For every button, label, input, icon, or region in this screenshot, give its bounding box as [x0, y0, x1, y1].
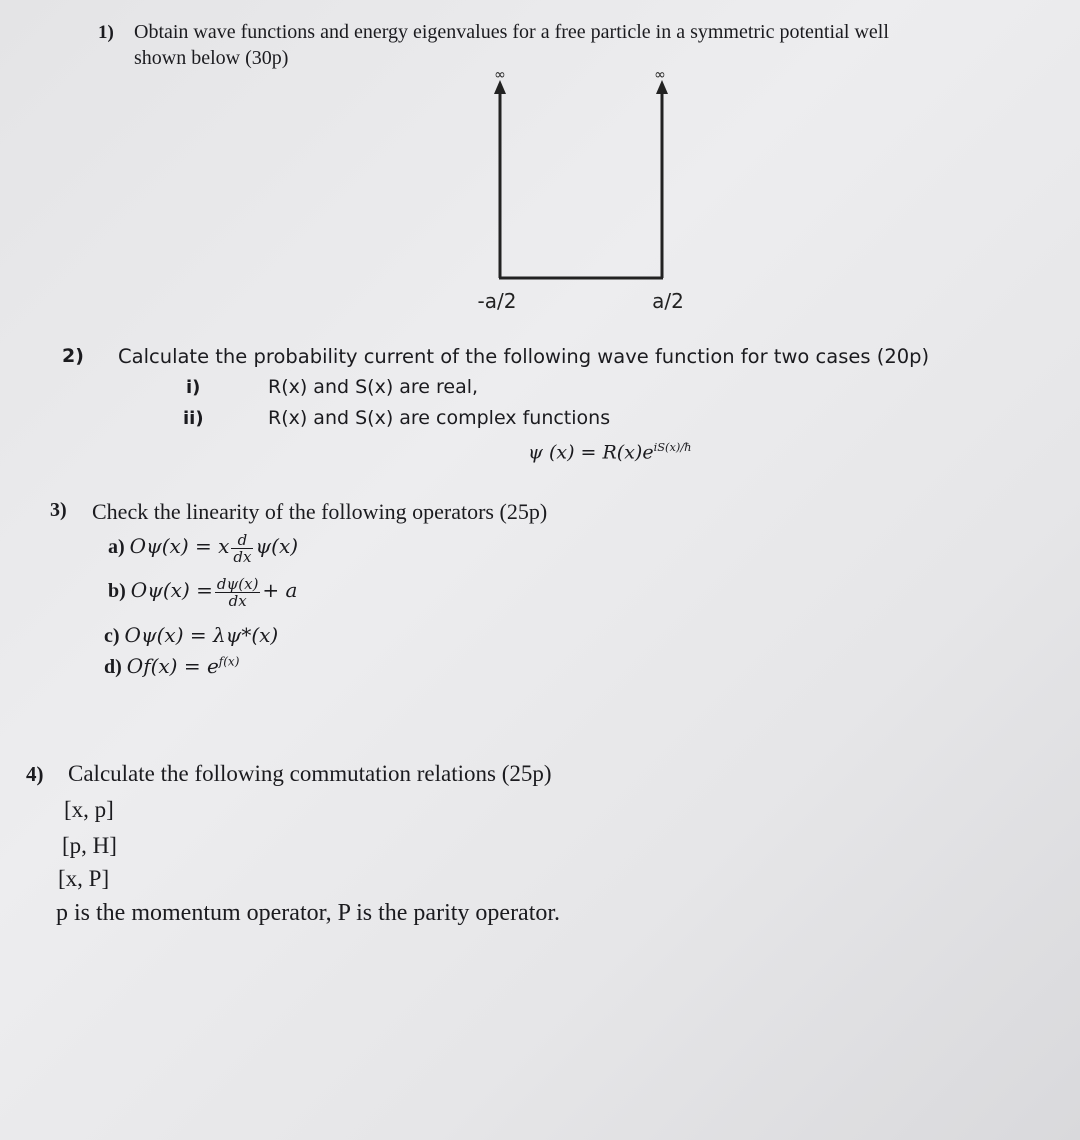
- left-infinity-label: ∞: [494, 67, 506, 83]
- q3-b-label: b): [108, 580, 126, 603]
- q1-number: 1): [98, 22, 114, 43]
- q1-text-line1: Obtain wave functions and energy eigenvalues for a free particle in a symmetric potential well: [134, 21, 889, 43]
- q3-c-label: c): [104, 625, 120, 647]
- q3-text: Check the linearity of the following operators (25p): [92, 499, 548, 524]
- q4-note: p is the momentum operator, P is the parity operator.: [56, 900, 561, 926]
- q3-a-fraction-den: dx: [233, 548, 252, 566]
- q3-a-fraction-num: d: [231, 532, 253, 549]
- q3-operator-d: [104, 654, 239, 679]
- q2-case1-number: i): [186, 377, 201, 398]
- q2-text: Calculate the probability current of the following wave function for two cases (20p): [118, 345, 930, 368]
- q3-b-fraction-den: dx: [228, 592, 247, 610]
- q4-text: Calculate the following commutation relations (25p): [68, 761, 552, 786]
- right-position-label: a/2: [652, 289, 684, 313]
- left-position-label: -a/2: [477, 289, 517, 313]
- q3-a-label: a): [108, 536, 125, 559]
- q2-number: 2): [62, 345, 84, 367]
- q2-equation-lhs: ψ (x) = R(x)e: [528, 441, 654, 464]
- q3-operator-c: [104, 623, 278, 648]
- q3-b-fraction: [215, 576, 261, 609]
- q4-commutator-1: [x, p]: [64, 797, 114, 822]
- q3-operator-a: [108, 532, 298, 565]
- q2-wavefunction-equation: [528, 440, 692, 463]
- q4-number: 4): [26, 762, 44, 786]
- q3-a-fraction: [231, 532, 253, 565]
- q2-case2-text: R(x) and S(x) are complex functions: [268, 407, 611, 429]
- q2-case1-text: R(x) and S(x) are real,: [268, 376, 479, 398]
- q1-text-line2: shown below (30p): [134, 47, 289, 69]
- potential-well-diagram: [470, 60, 690, 320]
- q3-operator-b: [108, 576, 297, 609]
- q3-b-rhs: + a: [262, 578, 298, 603]
- q3-d-exponent: f(x): [218, 654, 240, 669]
- q3-b-lhs: Oψ(x) =: [130, 578, 213, 603]
- q3-a-lhs: Oψ(x) = x: [129, 534, 230, 559]
- q3-b-fraction-num: dψ(x): [216, 575, 259, 593]
- q3-d-label: d): [104, 656, 122, 678]
- q4-commutator-2: [p, H]: [62, 833, 117, 858]
- q3-c-expression: Oψ(x) = λψ*(x): [124, 623, 279, 647]
- q3-a-rhs: ψ(x): [255, 534, 299, 559]
- q3-number: 3): [50, 499, 67, 521]
- q2-case2-number: ii): [183, 408, 204, 429]
- right-infinity-label: ∞: [654, 67, 666, 83]
- q3-d-lhs: Of(x) = e: [126, 654, 219, 678]
- q2-equation-exponent: iS(x)/ħ: [653, 440, 692, 454]
- q4-commutator-3: [x, P]: [58, 866, 110, 891]
